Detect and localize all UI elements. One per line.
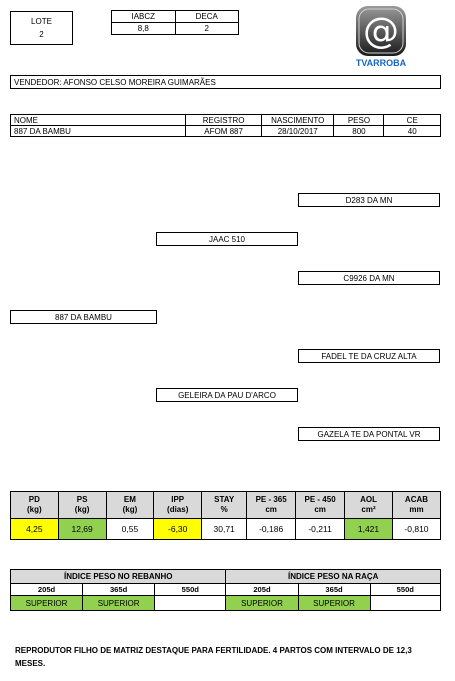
rebanho-365-value: SUPERIOR (83, 596, 155, 611)
animal-header-nascimento: NASCIMENTO (262, 115, 334, 126)
tvarroba-logo (350, 4, 412, 70)
raca-365-value: SUPERIOR (298, 596, 370, 611)
animal-header-nome: NOME (11, 115, 186, 126)
animal-table (10, 114, 441, 137)
stat-pd: 4,25 (11, 519, 59, 540)
stat-header-em: EM (kg) (106, 492, 154, 519)
pedigree-sire-sire: JAAC 510 (156, 232, 298, 246)
stat-ps: 12,69 (58, 519, 106, 540)
animal-header-registro: REGISTRO (186, 115, 262, 126)
rebanho-550-value (155, 596, 226, 611)
deca-header: DECA (175, 11, 238, 23)
animal-nome: 887 DA BAMBU (11, 126, 186, 137)
stat-header-ps: PS (kg) (58, 492, 106, 519)
logo-brand-text: TVARROBA (355, 58, 407, 68)
lote-label: LOTE (31, 17, 52, 26)
stat-aol: 1,421 (345, 519, 393, 540)
deca-value: 2 (175, 23, 238, 35)
iabcz-header: IABCZ (112, 11, 176, 23)
pedigree-sire-dam: GELEIRA DA PAU D'ARCO (156, 388, 298, 402)
stat-header-aol: AOL cm² (345, 492, 393, 519)
raca-period-365: 365d (298, 584, 370, 596)
pedigree-sire-dam-dam: GAZELA TE DA PONTAL VR (298, 427, 440, 441)
animal-header-peso: PESO (334, 115, 384, 126)
animal-header-ce: CE (384, 115, 441, 126)
animal-peso: 800 (334, 126, 384, 137)
stat-ipp: -6,30 (154, 519, 202, 540)
stats-table (10, 491, 441, 540)
pedigree-sire-sire-sire: D283 DA MN (298, 193, 440, 207)
rebanho-period-205: 205d (11, 584, 83, 596)
animal-registro: AFOM 887 (186, 126, 262, 137)
rebanho-period-550: 550d (155, 584, 226, 596)
indice-raca-title: ÍNDICE PESO NA RAÇA (226, 570, 441, 584)
stat-pe450: -0,211 (296, 519, 345, 540)
svg-text:@: @ (363, 11, 399, 52)
stat-header-pd: PD (kg) (11, 492, 59, 519)
indice-peso-table (10, 569, 441, 611)
pedigree-sire-dam-sire: FADEL TE DA CRUZ ALTA (298, 349, 440, 363)
indice-rebanho-title: ÍNDICE PESO NO REBANHO (11, 570, 226, 584)
lote-box (10, 11, 73, 45)
stat-stay: 30,71 (202, 519, 247, 540)
rebanho-period-365: 365d (83, 584, 155, 596)
stat-header-pe365: PE - 365 cm (247, 492, 296, 519)
lote-value: 2 (39, 30, 44, 39)
raca-period-550: 550d (370, 584, 440, 596)
raca-205-value: SUPERIOR (226, 596, 298, 611)
stat-header-acab: ACAB mm (392, 492, 440, 519)
pedigree-sire-sire-dam: C9926 DA MN (298, 271, 440, 285)
rebanho-205-value: SUPERIOR (11, 596, 83, 611)
stat-header-stay: STAY % (202, 492, 247, 519)
vendedor-row (10, 75, 441, 89)
indices-table (111, 10, 239, 35)
stat-acab: -0,810 (392, 519, 440, 540)
pedigree-sire: 887 DA BAMBU (10, 310, 157, 324)
remarks-text: REPRODUTOR FILHO DE MATRIZ DESTAQUE PARA FERTILIDADE. 4 PARTOS COM INTERVALO DE 12,3 MESES. (15, 646, 412, 668)
stat-header-pe450: PE - 450 cm (296, 492, 345, 519)
stat-header-ipp: IPP (dias) (154, 492, 202, 519)
stat-pe365: -0,186 (247, 519, 296, 540)
iabcz-value: 8,8 (112, 23, 176, 35)
raca-550-value (370, 596, 440, 611)
animal-ce: 40 (384, 126, 441, 137)
raca-period-205: 205d (226, 584, 298, 596)
animal-nascimento: 28/10/2017 (262, 126, 334, 137)
vendedor-text: VENDEDOR: AFONSO CELSO MOREIRA GUIMARÃES (14, 77, 216, 87)
stat-em: 0,55 (106, 519, 154, 540)
